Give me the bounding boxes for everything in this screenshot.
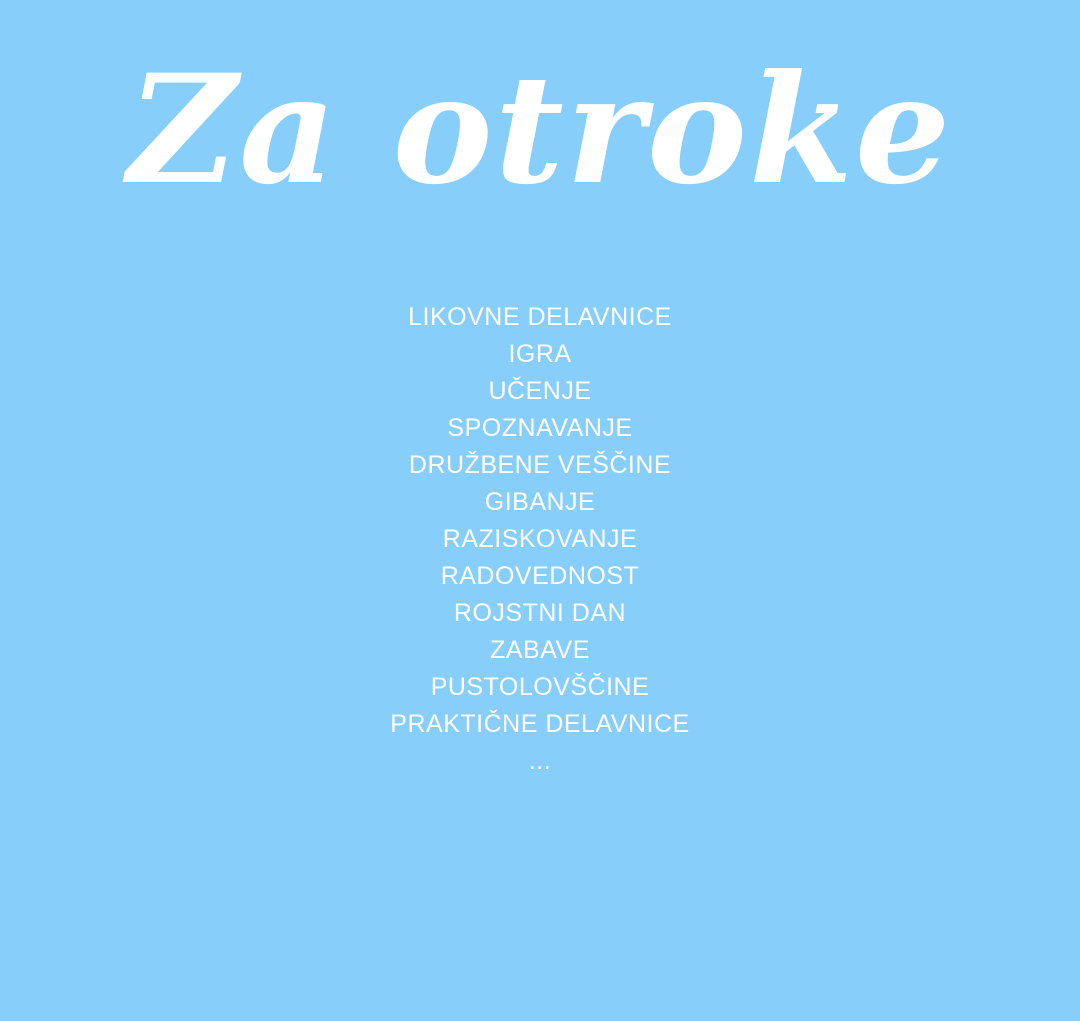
- list-item: IGRA: [508, 340, 572, 368]
- list-item: PRAKTIČNE DELAVNICE: [390, 710, 690, 738]
- list-item: LIKOVNE DELAVNICE: [408, 303, 672, 331]
- activity-list: [0, 299, 1080, 780]
- list-item: ROJSTNI DAN: [453, 599, 627, 627]
- list-item: GIBANJE: [484, 488, 596, 516]
- list-item: UČENJE: [488, 377, 592, 405]
- list-item: DRUŽBENE VEŠČINE: [408, 451, 672, 479]
- page-title: Za otroke: [127, 42, 953, 218]
- list-item: PUSTOLOVŠČINE: [430, 673, 650, 701]
- list-item: RADOVEDNOST: [440, 562, 640, 590]
- list-item-ellipsis: ...: [528, 747, 552, 775]
- list-item: SPOZNAVANJE: [447, 414, 633, 442]
- list-item: RAZISKOVANJE: [442, 525, 638, 553]
- list-item: ZABAVE: [490, 636, 590, 664]
